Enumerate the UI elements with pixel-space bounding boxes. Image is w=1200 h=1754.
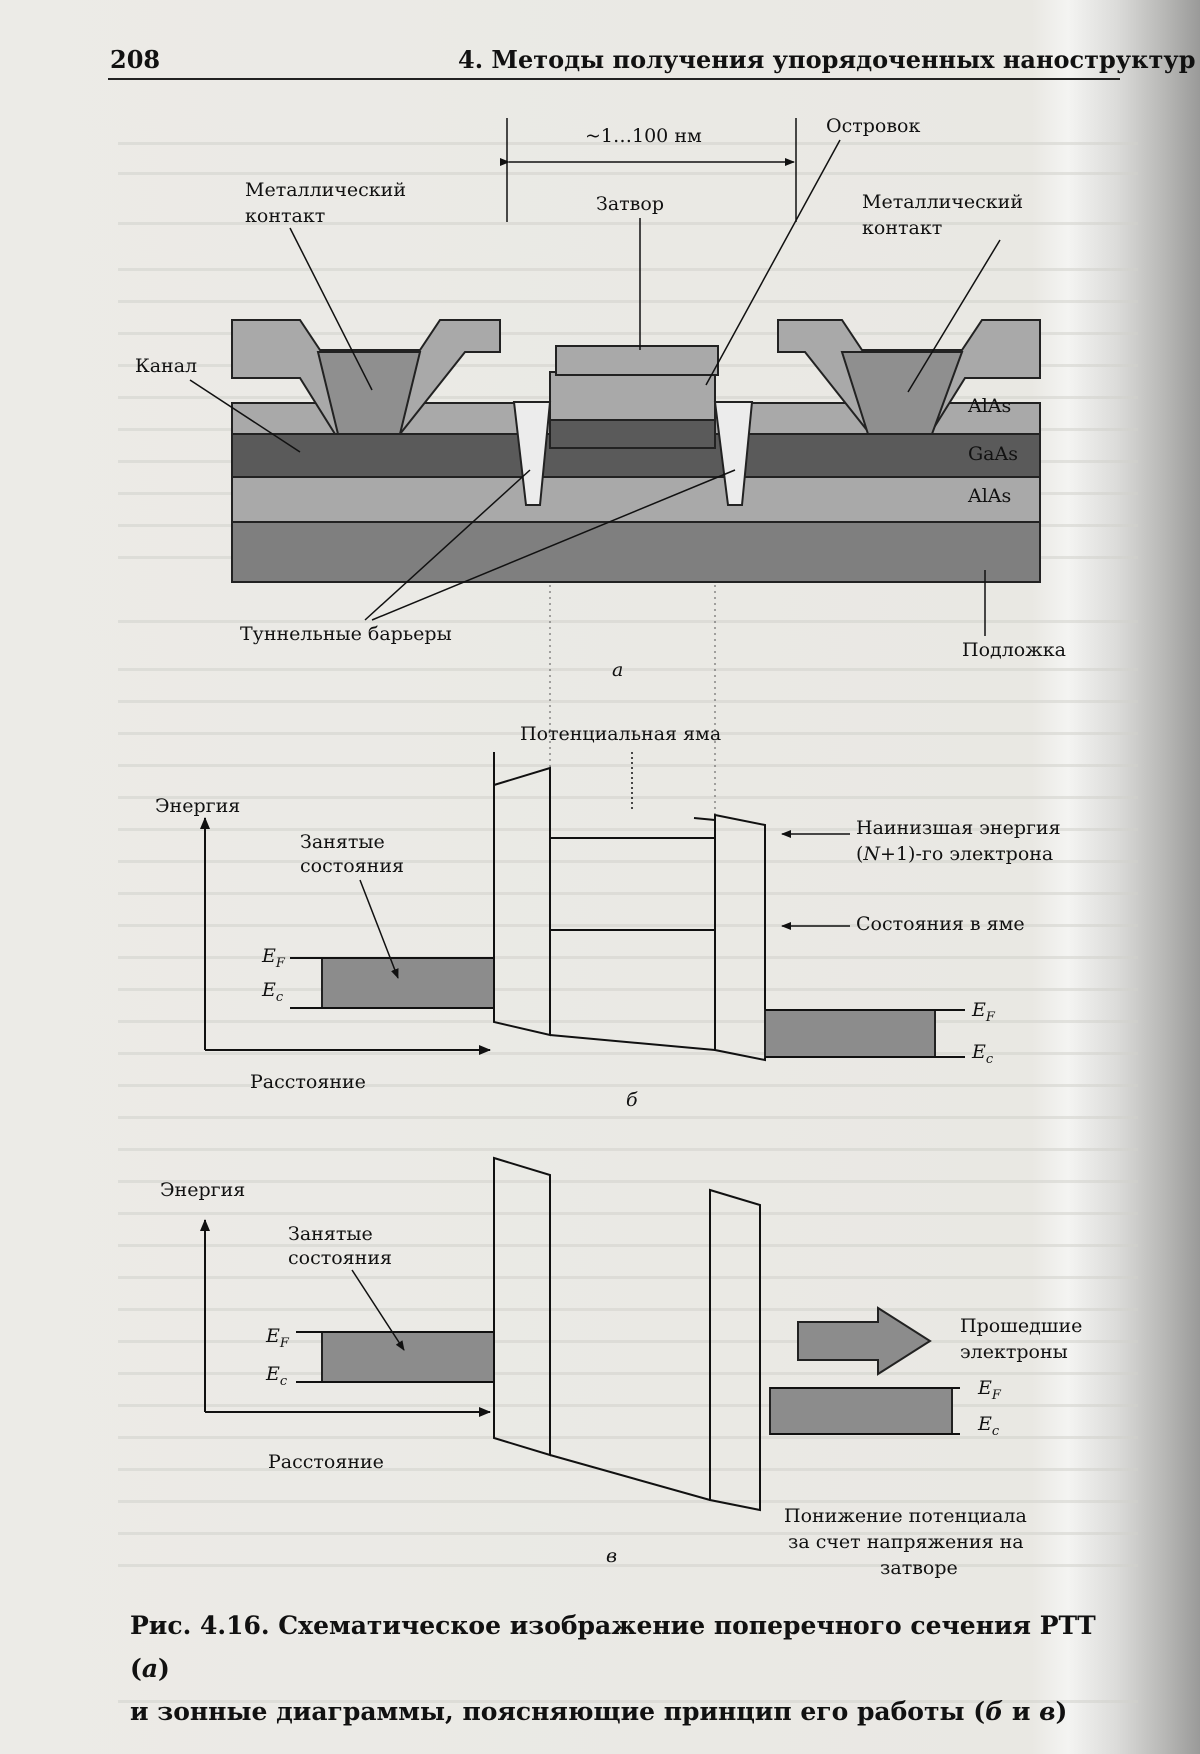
occupied-states-left-c	[322, 1332, 494, 1382]
label-ec-left-b: $E_c$	[262, 979, 284, 1005]
barrier-left-shape-c	[494, 1158, 550, 1455]
label-ec-left-c: $E_c$	[266, 1363, 288, 1389]
label-metal-left-2: контакт	[245, 205, 326, 227]
barrier-left-shape-b	[494, 768, 550, 1035]
substrate-layer	[232, 520, 1040, 582]
panel-c-band-diagram	[160, 1158, 1082, 1579]
lowest-state-b	[694, 818, 715, 820]
caption-text-4: )	[1055, 1697, 1068, 1726]
dimension-label: ~1…100 нм	[585, 125, 702, 147]
caption-b: б	[985, 1697, 1004, 1726]
caption-and: и	[1003, 1697, 1040, 1726]
label-occupied-b-1: Занятые	[300, 831, 385, 853]
label-metal-right-2: контакт	[862, 217, 943, 239]
chapter-title: 4. Методы получения упорядоченных наноструктур	[458, 45, 1196, 74]
label-occupied-b-2: состояния	[300, 855, 404, 877]
label-metal-right-1: Металлический	[862, 191, 1023, 213]
label-alas-top: AlAs	[968, 395, 1012, 417]
label-potential-well: Потенциальная яма	[520, 723, 722, 745]
passed-electrons-arrow	[798, 1308, 930, 1374]
gate-electrode	[556, 346, 718, 375]
well-outline-b	[492, 775, 550, 1015]
label-lowering-1: Понижение потенциала	[784, 1505, 1027, 1527]
label-states-in-well: Состояния в яме	[856, 913, 1025, 935]
label-passed-1: Прошедшие	[960, 1315, 1083, 1337]
alas-bottom-layer	[232, 476, 1040, 522]
label-ef-left-b: $E_F$	[262, 945, 285, 971]
caption-label: Рис. 4.16.	[130, 1611, 270, 1640]
label-energy-c: Энергия	[160, 1179, 246, 1201]
label-distance-c: Расстояние	[268, 1451, 384, 1473]
label-zatvor: Затвор	[596, 193, 664, 215]
well-bottom-b	[550, 1035, 715, 1050]
label-passed-2: электроны	[960, 1341, 1068, 1363]
caption-text-3: и зонные диаграммы, поясняющие принцип его работы (	[130, 1697, 986, 1726]
well-bottom-c	[550, 1455, 710, 1500]
label-lowering-2: за счет напряжения на	[788, 1531, 1024, 1553]
label-occupied-c-2: состояния	[288, 1247, 392, 1269]
label-metal-left-1: Металлический	[245, 179, 406, 201]
island-gaas	[550, 420, 715, 448]
barrier-right-shape-c	[710, 1190, 760, 1510]
label-substrate: Подложка	[962, 639, 1066, 661]
label-occupied-c-1: Занятые	[288, 1223, 373, 1245]
label-lowest-energy-1: Наинизшая энергия	[856, 817, 1061, 839]
page-number: 208	[110, 45, 161, 74]
label-alas-bottom: AlAs	[968, 485, 1012, 507]
label-lowest-energy-2: (N+1)-го электрона	[856, 843, 1054, 865]
occupied-states-right-b	[765, 1010, 935, 1057]
label-ec-right-c: $E_c$	[978, 1413, 1000, 1439]
label-kanal: Канал	[135, 355, 198, 377]
panel-a-cross-section	[135, 115, 1066, 1000]
panel-b-band-diagram	[155, 723, 1061, 1111]
label-ef-left-c: $E_F$	[266, 1325, 289, 1351]
panel-a-letter: а	[612, 659, 624, 681]
label-ef-right-c: $E_F$	[978, 1377, 1001, 1403]
label-ec-right-b: $E_c$	[972, 1041, 994, 1067]
label-ostrovok: Островок	[826, 115, 921, 137]
label-gaas: GaAs	[968, 443, 1018, 465]
caption-text-2: )	[158, 1654, 170, 1683]
figure-caption	[130, 1604, 1130, 1733]
occupied-states-right-c	[770, 1388, 952, 1434]
barrier-right-shape-b	[715, 815, 765, 1060]
label-tunnel-barriers: Туннельные барьеры	[240, 623, 452, 645]
occupied-states-left-b	[322, 958, 494, 1008]
panel-c-letter: в	[606, 1545, 618, 1567]
caption-text-1: Схематическое изображение поперечного сечения РТТ (	[130, 1611, 1096, 1683]
label-ef-right-b: $E_F$	[972, 999, 995, 1025]
caption-a: а	[141, 1654, 159, 1683]
panel-b-letter: б	[626, 1089, 638, 1111]
label-lowering-3: затворе	[880, 1557, 958, 1579]
label-distance-b: Расстояние	[250, 1071, 366, 1093]
label-energy-b: Энергия	[155, 795, 241, 817]
caption-v: в	[1039, 1697, 1056, 1726]
